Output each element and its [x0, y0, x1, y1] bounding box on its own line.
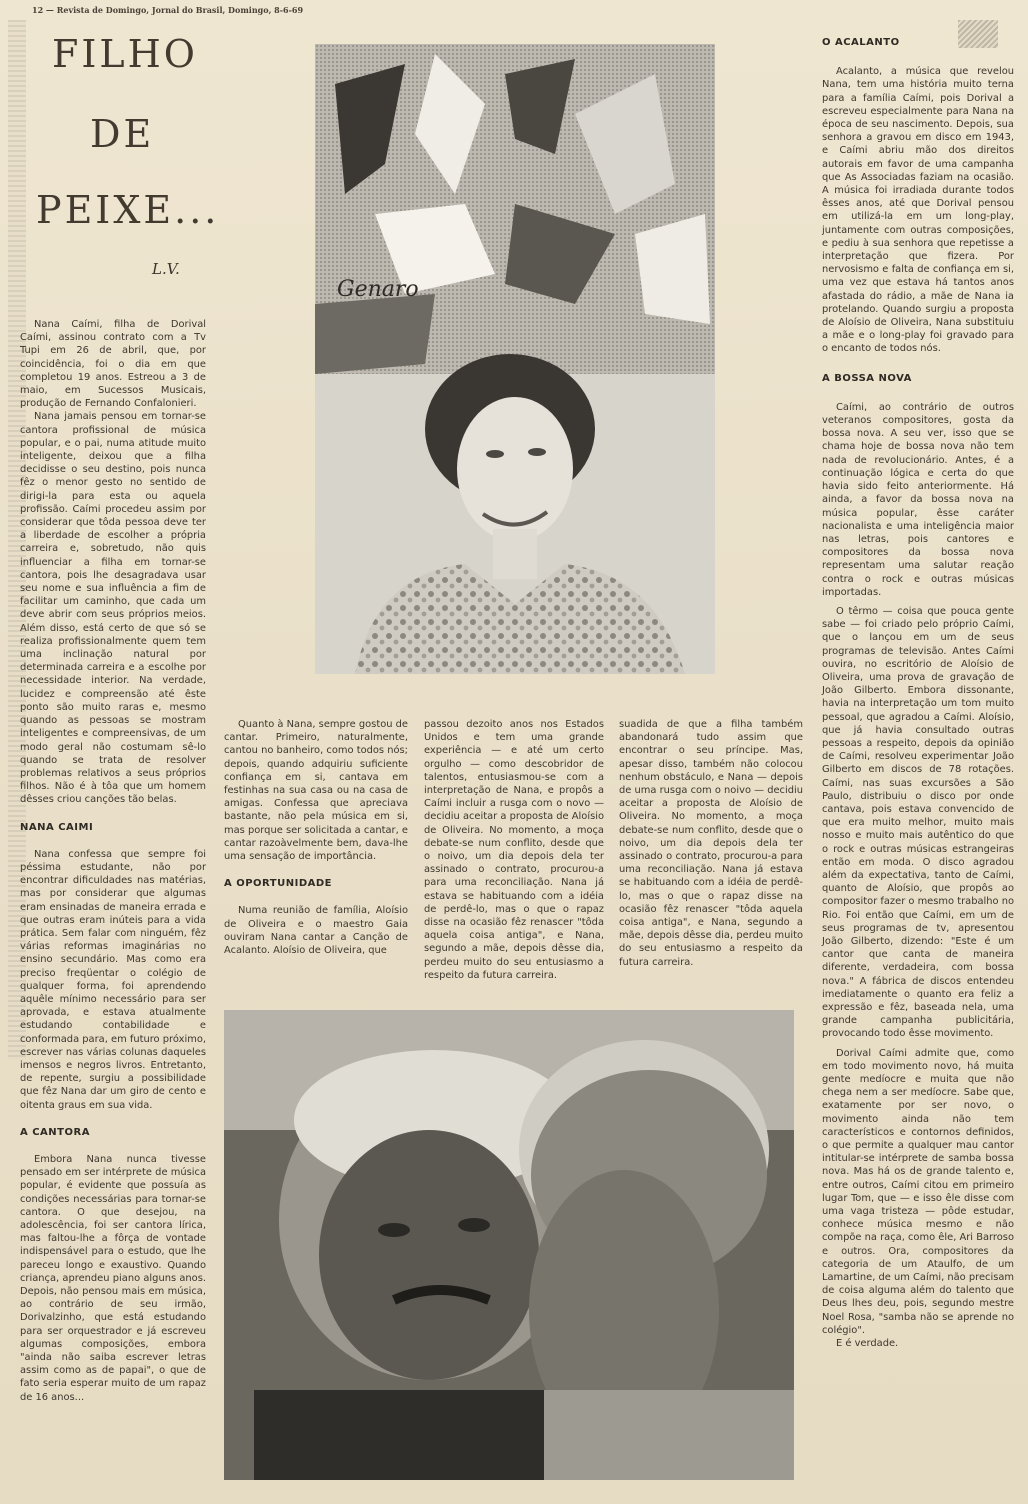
paragraph: Quanto à Nana, sempre gostou de cantar. Primeiro, naturalmente, cantou no banheiro, como todos nós; depois, quando adquiriu suficiente confiança em si, cantava em festinhas na sua casa ou na casa de amigas. Confessa que apreciava bastante, não pela música em si, mas porque ser solicitada a cantar, e cantar razoàvelmente bem, dava-lhe uma sensação de importância. [224, 719, 408, 863]
photo-nana-caimi [315, 44, 715, 674]
paragraph: Acalanto, a música que revelou Nana, tem uma história muito terna para a família Caími, pois Dorival a escreveu especialmente para Nana na época de seu nascimento. Depois, sua senhora a gravou em disco em 1943, e Caími abriu mão dos direitos autorais em favor de uma campanha que As Associadas faziam na ocasião. A música foi irradiada durante todos êsses anos, até que Dorival pensou em utilizá-la em um long-play, juntamente com outras composições, e pediu à sua senhora que repetisse a interpretação que fizera. Por nervosismo e falta de confiança em si, uma vez que estava há tantos anos afastada do rádio, a mãe de Nana ia protelando. Quando surgiu a proposta de Aloísio de Oliveira, Nana substituiu a mãe e o long-play foi gravado para o encanto de todos nós. [822, 66, 1014, 355]
article-column-4 [619, 718, 803, 969]
article-column-1 [20, 318, 206, 1404]
page-header: 12 — Revista de Domingo, Jornal do Brasil, Domingo, 8-6-69 [32, 5, 304, 15]
section-heading: A CANTORA [20, 1126, 90, 1138]
section-heading: NANA CAIMI [20, 821, 94, 833]
article-column-right [822, 36, 1014, 1350]
headline-line-3: PEIXE... [36, 188, 220, 232]
headline-line-2: DE [90, 112, 155, 156]
paragraph: Caími, ao contrário de outros veteranos compositores, gosta da bossa nova. A seu ver, isso que se chama hoje de bossa nova não tem nada de revolucionário. Antes, é a continuação lógica e certa do que havia sido feito anteriormente. Há ainda, a favor da bossa nova na música popular, êsse caráter nacionalista e uma inteligência maior nas letras, pois cantores e compositores da bossa nova representam uma salutar reação contra o rock e outras músicas importadas. [822, 401, 1014, 598]
photo-dorival-and-nana [224, 1010, 794, 1480]
paragraph: passou dezoito anos nos Estados Unidos e tem uma grande experiência — e até um certo orgulho — como descobridor de talentos, entusiasmou-se com a interpretação de Nana, e propôs a Caími incluir a rusga com o novo — decidiu aceitar a proposta de Aloísio de Oliveira. No momento, a moça debate-se num conflito, desde que o noivo, um dia depois dela ter assinado o contrato, procurou-a para uma reconciliação. Nana já estava se habituando com a idéia de perdê-lo, mas o que o rapaz disse na ocasião fêz renascer "tôda aquela coisa antiga", e Nana, segundo a mãe, depois dêsse dia, perdeu muito do seu entusiasmo a respeito da futura carreira. [424, 719, 604, 981]
photo-illustration [315, 44, 715, 674]
photo-illustration [224, 1010, 794, 1480]
paragraph: Nana jamais pensou em tornar-se cantora profissional de música popular, e o pai, numa atitude muito inteligente, deixou que a filha decidisse o seu destino, pois nunca fêz o menor gesto no sentido de dirigi-la para esta ou aquela profissão. Caími procedeu assim por considerar que tôda pessoa deve ter a liberdade de escolher a própria carreira e, sobretudo, não quis influenciar a filha em tornar-se cantora, pois lhe desagradava usar seu nome e sua influência a fim de facilitar um caminho, que cada um deve abrir com seus próprios meios. Além disso, está certo de que só se realiza profissionalmente quem tem uma inclinação natural por determinada carreira e a escolhe por necessidade interior. Na verdade, lucidez e compreensão até êste ponto são muito raras e, mesmo quando as pessoas se mostram inteligentes e compreensivas, de um modo geral não costumam sê-lo quando se trata de resolver problemas relativos a seus próprios filhos. Não é à tôa que um homem dêsses criou canções tão belas. [20, 411, 206, 806]
article-column-3 [424, 718, 604, 982]
paragraph: Dorival Caími admite que, como em todo movimento novo, há muita gente medíocre e muita que não chega nem a ser medíocre. Sabe que, exatamente por ser novo, o movimento ainda não tem característicos e contornos definidos, o que permite a qualquer mau cantor intitular-se intérprete de samba bossa nova. Mas há os de grande talento e, entre outros, Caími citou em primeiro lugar Tom, que — e isso êle disse com uma vaga tristeza — pôde estudar, conhece música mesmo e não compõe na raça, como êle, Ari Barroso e outros. Ora, compositores da categoria de um Ataulfo, de um Lamartine, de um Caími, não precisam de coisa alguma além do talento que Deus lhes deu, pois, segundo mestre Noel Rosa, "samba não se aprende no colégio". [822, 1047, 1015, 1336]
painting-signature: Genaro [337, 277, 419, 302]
section-heading: O ACALANTO [822, 37, 900, 48]
paragraph: Nana Caími, filha de Dorival Caími, assinou contrato com a Tv Tupi em 26 de abril, que, por coincidência, foi o dia em que completou 19 anos. Estreou a 3 de maio, em Sucessos Musicais, produção de Fernando Confalonieri. [20, 319, 206, 410]
section-heading: A OPORTUNIDADE [224, 878, 333, 890]
paragraph: Nana confessa que sempre foi péssima estudante, não por encontrar dificuldades nas matérias, mas por considerar que algumas eram ensinadas de maneira errada e que outras eram inúteis para a vida prática. Sem falar com ninguém, fêz várias reformas imaginárias no ensino secundário. Mas como era preciso freqüentar o colégio de qualquer forma, foi aprendendo aquêle mínimo necessário para ser aprovada, e estava atualmente estudando contabilidade e conformada para, em futuro próximo, escrever nas várias colunas daqueles imensos e negros livros. Entretanto, de repente, surgiu a possibilidade que fêz Nana dar um giro de cento e oitenta graus em sua vida. [20, 848, 206, 1111]
paragraph: O têrmo — coisa que pouca gente sabe — foi criado pelo próprio Caími, que o lançou em um de seus programas de televisão. Antes Caími ouvira, no escritório de Aloísio de Oliveira, uma prova de gravação de João Gilberto. Embora dissonante, havia na interpretação um tom muito pessoal, que agradou a Caími. Aloísio, que já havia consultado outras pessoas a respeito, depois da opinião de Caími, resolveu experimentar João Gilberto em discos de 78 rotações. Caími, nas suas excursões a São Paulo, distribuiu o disco por onde cantava, pois estava convencido de que era muito melhor, muito mais nosso e muito mais autêntico do que o rock e outras músicas estrangeiras então em moda. O disco agradou além da expectativa, tanto de Caími, quanto de Aloísio, que propôs ao compositor fazer o mesmo trabalho no Rio. Foi então que Caími, em um de seus programas de tv, apresentou João Gilberto, dizendo: "Este é um cantor que canta de maneira diferente, verdadeira, com bossa nova." A fábrica de discos entendeu imediatamente o quanto era feliz a expressão e fêz, baseada nela, uma grande campanha publicitária, provocando todo êsse movimento. [822, 605, 1014, 1040]
article-column-2 [224, 718, 408, 957]
paragraph: Embora Nana nunca tivesse pensado em ser intérprete de música popular, é evidente que possuía as condições necessárias para tornar-se cantora. O que desejou, na adolescência, foi ser cantora lírica, mas faltou-lhe a fôrça de vontade indispensável para o estudo, que lhe pareceu longo e exaustivo. Quando criança, aprendeu piano alguns anos. Depois, não pensou mais em música, ao contrário de seu irmão, Dorivalzinho, que está estudando para ser orquestrador e já escreveu algumas composições, embora "ainda não saiba escrever letras assim como as de papai", o que de fato seria esperar muito de um rapaz de 16 anos... [20, 1153, 206, 1403]
closing-line: E é verdade. [836, 1338, 899, 1350]
headline-line-1: FILHO [52, 32, 198, 76]
section-heading: A BOSSA NOVA [822, 372, 912, 384]
paragraph: Numa reunião de família, Aloísio de Oliveira e o maestro Gaia ouviram Nana cantar a Canção de Acalanto. Aloísio de Oliveira, que [224, 905, 408, 957]
byline: L.V. [152, 260, 180, 278]
paragraph: suadida de que a filha também abandonará tudo assim que encontrar o seu príncipe. Mas, apesar disso, também não colocou nenhum obstáculo, e Nana — depois de uma rusga com o noivo — decidiu aceitar a proposta de Aloísio de Oliveira. No momento, a moça debate-se num conflito, desde que o noivo, um dia depois dela ter assinado o contrato, procurou-a para uma reconciliação. Nana já estava se habituando com a idéia de perdê-lo, mas o que o rapaz disse na ocasião fêz renascer "tôda aquela coisa antiga", e Nana, segundo a mãe, depois dêsse dia, perdeu muito do seu entusiasmo a respeito da futura carreira. [619, 719, 803, 968]
